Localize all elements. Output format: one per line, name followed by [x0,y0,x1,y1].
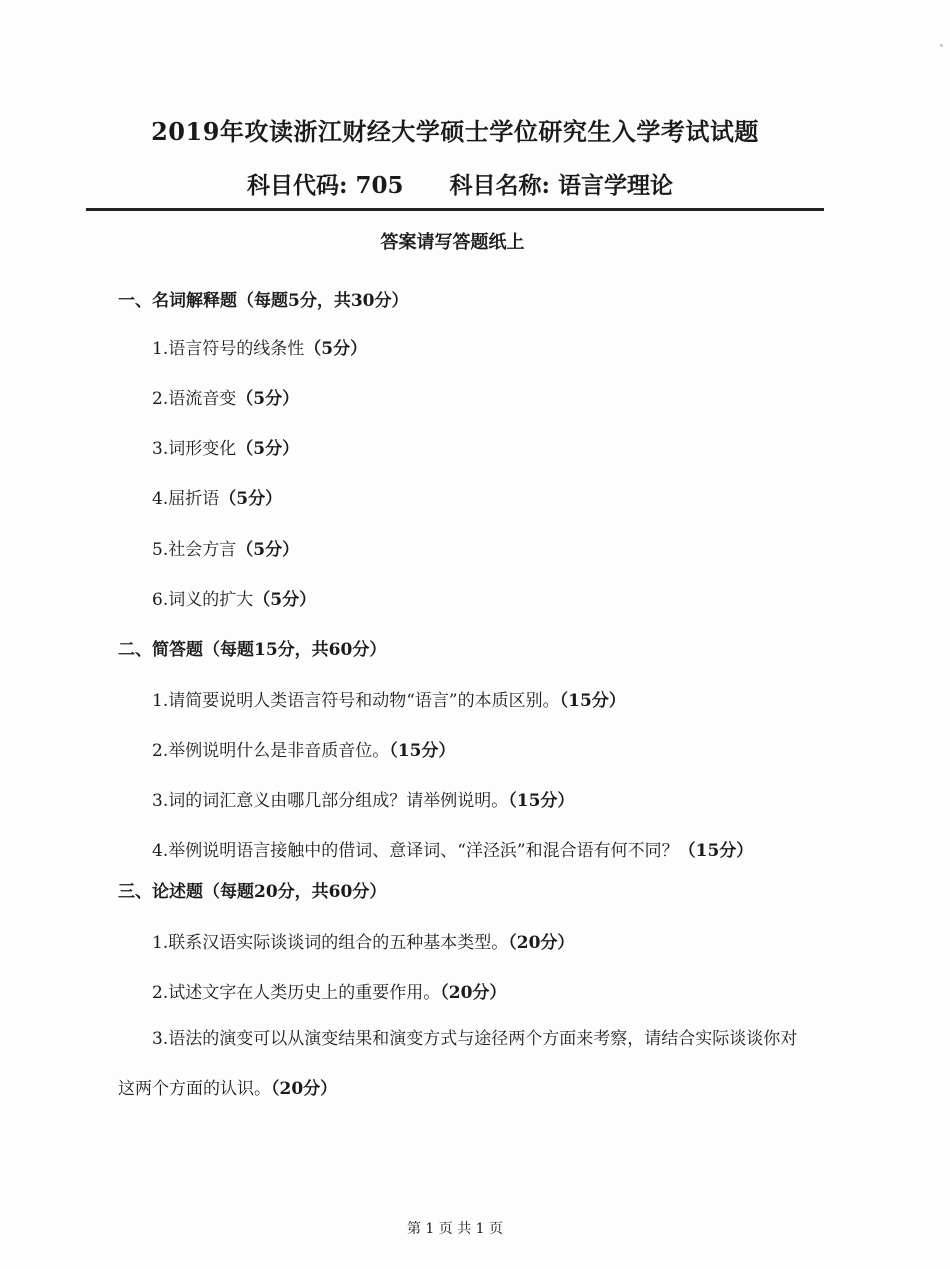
question-points: （5分） [236,540,300,560]
question-points: （5分） [304,339,368,359]
question-item [152,585,316,610]
question-item [152,686,626,711]
question-points: （15分） [559,691,626,711]
question-item [152,928,574,953]
question-item [152,434,299,459]
question-text: 2.试述文字在人类历史上的重要作用。 [152,983,441,1003]
question-points: （5分） [253,590,317,610]
question-points: （5分） [236,389,300,409]
question-text: 3.词形变化 [152,439,237,459]
question-points: （20分） [271,1079,338,1099]
question-item [152,334,367,359]
question-points: （5分） [236,439,300,459]
question-text: 3.词的词汇意义由哪几部分组成？请举例说明。 [152,791,509,811]
exam-title: 2019年攻读浙江财经大学硕士学位研究生入学考试试题 [151,117,759,146]
question-points: （5分） [219,489,283,509]
question-text: 5.社会方言 [152,540,237,560]
question-points: （20分） [508,933,575,953]
question-item [152,384,299,409]
question-text: 1.联系汉语实际谈谈词的组合的五种基本类型。 [152,933,509,953]
question-item-long [118,1014,798,1114]
answer-instruction: 答案请写答题纸上 [380,232,525,253]
question-text: 1.语言符号的线条性 [152,339,305,359]
question-text: 3.语法的演变可以从演变结果和演变方式与途径两个方面来考察，请结合实际谈谈你对这两个方面的认识。 [118,1029,798,1099]
question-text: 6.词义的扩大 [152,590,254,610]
question-text: 4.举例说明语言接触中的借词、意译词、“洋泾浜”和混合语有何不同？ [152,841,679,861]
section-heading-1: 一、名词解释题（每题5分，共30分） [118,291,409,311]
question-item [152,484,282,509]
question-text: 4.屈折语 [152,489,220,509]
page-footer: 第 1 页 共 1 页 [406,1221,504,1237]
question-item [152,978,506,1003]
question-text: 1.请简要说明人类语言符号和动物“语言”的本质区别。 [152,691,560,711]
question-item [152,786,574,811]
subject-line [0,167,920,200]
question-points: （15分） [678,841,754,861]
question-points: （15分） [508,791,575,811]
section-heading-2: 二、简答题（每题15分，共60分） [118,640,387,660]
question-item [152,535,299,560]
question-text: 2.举例说明什么是非音质音位。 [152,741,390,761]
section-heading-3: 三、论述题（每题20分，共60分） [118,882,387,902]
question-points: （15分） [389,741,456,761]
question-item [152,836,753,861]
subject-code: 科目代码: 705 [246,172,404,199]
scan-speck [940,44,943,47]
question-text: 2.语流音变 [152,389,237,409]
question-item [152,736,455,761]
header-divider [86,208,824,211]
subject-name: 科目名称: 语言学理论 [449,172,673,199]
question-points: （20分） [440,983,507,1003]
